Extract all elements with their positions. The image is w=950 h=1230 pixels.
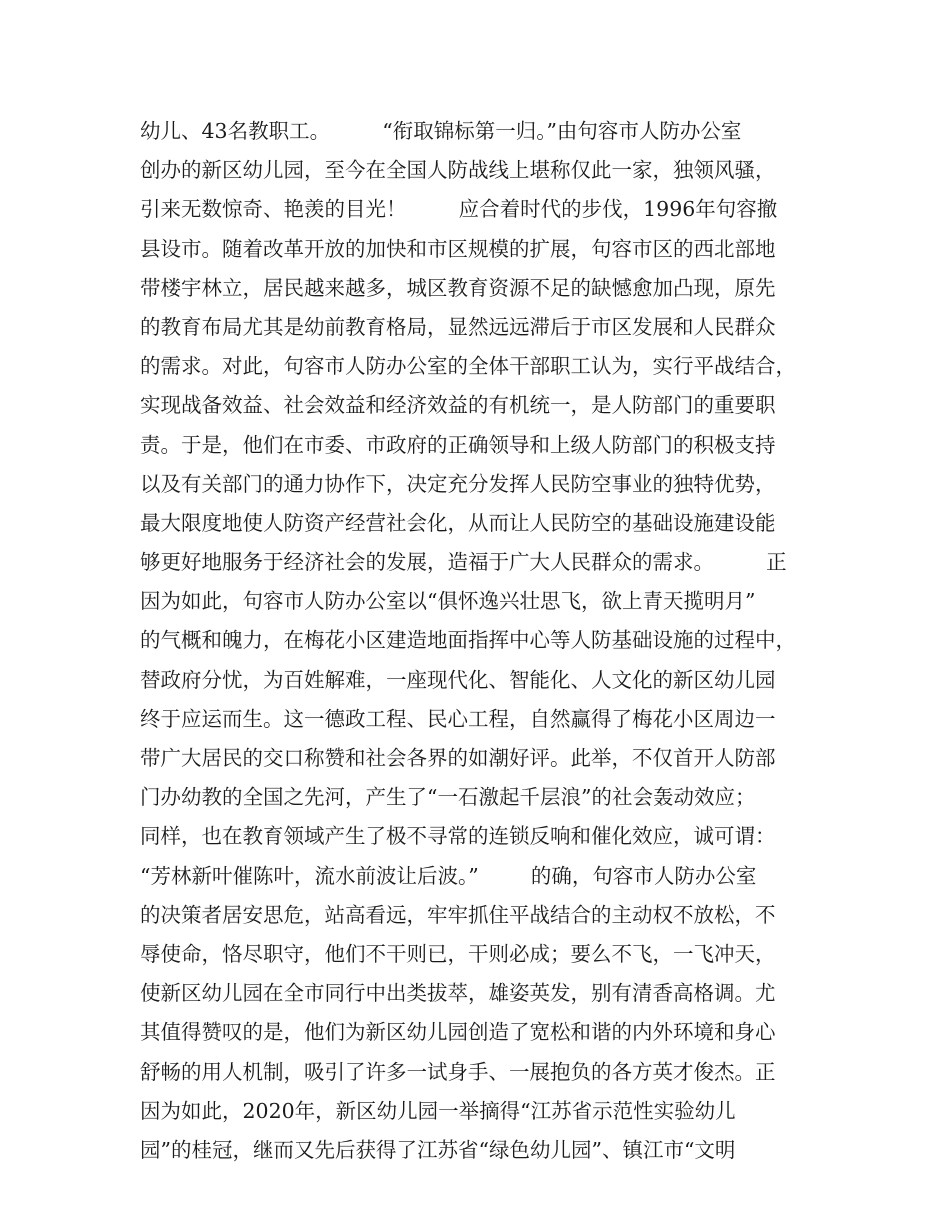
text-line: 同样，也在教育领域产生了极不寻常的连锁反响和催化效应，诚可谓： bbox=[140, 824, 776, 849]
text-line: 实现战备效益、社会效益和经济效益的有机统一，是人防部门的重要职 bbox=[140, 393, 776, 418]
text-line: 因为如此，句容市人防办公室以“俱怀逸兴壮思飞，欲上青天揽明月” bbox=[140, 589, 756, 614]
text-line: 终于应运而生。这一德政工程、民心工程，自然赢得了梅花小区周边一 bbox=[140, 706, 776, 731]
text-line: 的需求。对此，句容市人防办公室的全体干部职工认为，实行平战结合， bbox=[140, 354, 796, 379]
text-line: 的决策者居安思危，站高看远，牢牢抓住平战结合的主动权不放松，不 bbox=[140, 902, 776, 927]
text-line: 引来无数惊奇、艳羡的目光！ 应合着时代的步伐，1996年句容撤 bbox=[140, 197, 778, 222]
text-line: 的气概和魄力，在梅花小区建造地面指挥中心等人防基础设施的过程中， bbox=[140, 628, 796, 653]
text-line: 因为如此，2020年，新区幼儿园一举摘得“江苏省示范性实验幼儿 bbox=[140, 1098, 736, 1123]
text-line: 替政府分忧，为百姓解难，一座现代化、智能化、人文化的新区幼儿园 bbox=[140, 667, 776, 692]
text-line: 以及有关部门的通力协作下，决定充分发挥人民防空事业的独特优势， bbox=[140, 471, 776, 496]
text-line: 舒畅的用人机制，吸引了许多一试身手、一展抱负的各方英才俊杰。正 bbox=[140, 1059, 776, 1084]
body-text bbox=[140, 112, 820, 1170]
text-line: 幼儿、43名教职工。 “衔取锦标第一归。”由句容市人防办公室 bbox=[140, 119, 742, 143]
text-line: 使新区幼儿园在全市同行中出类拔萃，雄姿英发，别有清香高格调。尤 bbox=[140, 981, 776, 1006]
text-line: 创办的新区幼儿园，至今在全国人防战线上堪称仅此一家，独领风骚， bbox=[140, 158, 776, 183]
text-line: 其值得赞叹的是，他们为新区幼儿园创造了宽松和谐的内外环境和身心 bbox=[140, 1020, 776, 1045]
text-line: 带广大居民的交口称赞和社会各界的如潮好评。此举，不仅首开人防部 bbox=[140, 746, 776, 770]
text-line: 够更好地服务于经济社会的发展，造福于广大人民群众的需求。 正 bbox=[140, 550, 787, 575]
text-line: 县设市。随着改革开放的加快和市区规模的扩展，句容市区的西北部地 bbox=[140, 236, 776, 261]
text-line: “芳林新叶催陈叶，流水前波让后波。” 的确，句容市人防办公室 bbox=[140, 863, 757, 888]
text-line: 辱使命，恪尽职守，他们不干则已，干则必成；要么不飞，一飞冲天， bbox=[140, 941, 776, 966]
text-line: 带楼宇林立，居民越来越多，城区教育资源不足的缺憾愈加凸现，原先 bbox=[140, 275, 776, 300]
text-line: 的教育布局尤其是幼前教育格局，显然远远滞后于市区发展和人民群众 bbox=[140, 314, 776, 339]
text-line: 责。于是，他们在市委、市政府的正确领导和上级人防部门的积极支持 bbox=[140, 432, 776, 457]
text-line: 园”的桂冠，继而又先后获得了江苏省“绿色幼儿园”、镇江市“文明 bbox=[140, 1137, 736, 1162]
text-line: 最大限度地使人防资产经营社会化，从而让人民防空的基础设施建设能 bbox=[140, 510, 776, 535]
text-line: 门办幼教的全国之先河，产生了“一石激起千层浪”的社会轰动效应； bbox=[140, 785, 756, 810]
